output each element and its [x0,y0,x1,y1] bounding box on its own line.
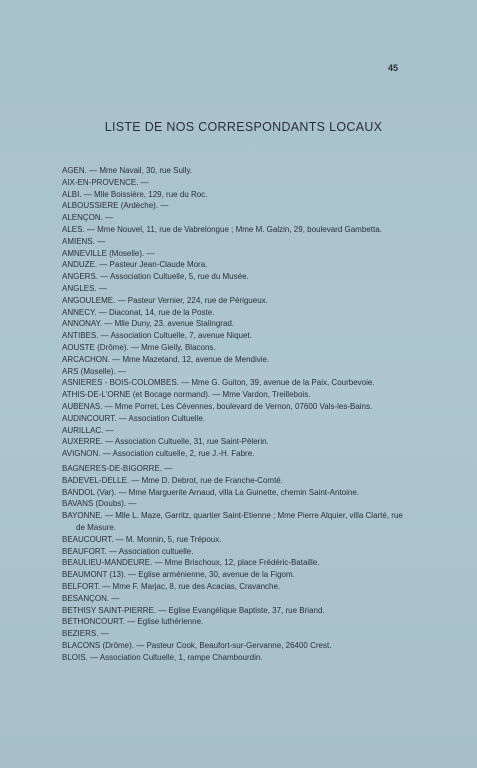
list-item: ANGOULEME. — Pasteur Vernier, 224, rue de Périgueux. [62,295,268,305]
list-item: ANDUZE. — Pasteur Jean-Claude Mora. [62,260,208,270]
list-item: ARCACHON. — Mme Mazetand, 12, avenue de Mendivie. [62,354,270,364]
list-item: BLACONS (Drôme). — Pasteur Cook, Beaufort-sur-Gervanne, 26400 Crest. [62,640,332,650]
list-item: BEAULIEU-MANDEURE. — Mme Brischoux, 12, place Frédéric-Bataille. [62,558,320,568]
list-item: BETHISY SAINT-PIERRE. — Eglise Evangélique Baptiste, 37, rue Briand. [62,605,325,615]
correspondents-list-a [62,165,407,460]
list-item: AUXERRE. — Association Cultuelle, 31, rue Saint-Pèlerin. [62,437,269,447]
list-item: AURILLAC. — [62,425,114,435]
list-item: ANNECY. — Diaconat, 14, rue de la Poste. [62,307,215,317]
list-item: ARS (Moselle). — [62,366,127,376]
list-item: AMNEVILLE (Moselle). — [62,248,155,258]
list-item: ATHIS-DE-L'ORNE (et Bocage normand). — Mme Vardon, Treillebois. [62,390,311,400]
list-item: ALBI. — Mlle Boissière, 129, rue du Roc. [62,189,208,199]
list-item: AOUSTE (Drôme). — Mme Gielly, Blacons. [62,342,216,352]
list-item: ALENÇON. — [62,213,114,223]
list-item: ANTIBES. — Association Cultuelle, 7, avenue Niquet. [62,331,252,341]
page-number: 45 [388,63,399,73]
list-item: BEAUMONT (13). — Eglise arménienne, 30, avenue de la Figom. [62,570,295,580]
list-item: ANGLES. — [62,283,107,293]
list-item: BAGNERES-DE-BIGORRE. — [62,464,173,473]
list-item: AMIENS. — [62,236,106,246]
list-item: BETHONCOURT. — Eglise luthérienne. [62,617,204,627]
list-item: AUBENAS. — Mme Porret, Les Cévennes, boulevard de Vernon, 07600 Vals-les-Bains. [62,401,373,411]
list-item: BAVANS (Doubs). — [62,499,137,509]
list-item: BLOIS. — Association Cultuelle, 1, rampe Chambourdin. [62,652,263,662]
list-item: BANDOL (Var). — Mme Marguerite Arnaud, villa La Guinette, chemin Saint-Antoine. [62,487,360,497]
list-item: BELFORT. — Mme F. Marjac, 8, rue des Acacias, Cravanche. [62,581,281,591]
list-item: BESANÇON. — [62,593,120,603]
list-item: BEZIERS. — [62,629,109,639]
list-item: BEAUCOURT. — M. Monnin, 5, rue Trépoux. [62,534,222,544]
list-item: ASNIERES - BOIS-COLOMBES. — Mme G. Guiton, 39, avenue de la Paix, Courbevoie. [62,378,375,388]
list-item: AIX-EN-PROVENCE. — [62,177,149,187]
list-item: AUDINCOURT. — Association Cultuelle. [62,413,206,423]
list-item: ALES. — Mme Nouvel, 11, rue de Vabrelongue ; Mme M. Galzin, 29, boulevard Gambetta. [62,224,382,234]
list-item: BADEVEL-DELLE. — Mme D. Debrot, rue de Franche-Comté. [62,475,283,485]
list-item: BAYONNE. — Mlle L. Maze, Garritz, quartier Saint-Etienne ; Mme Pierre Alquier, villa Clarté, rue de Masure. [62,511,403,532]
page-title: LISTE DE NOS CORRESPONDANTS LOCAUX [104,120,383,134]
list-item: AVIGNON. — Association cultuelle, 2, rue J.-H. Fabre. [62,449,255,459]
list-item: AGEN. — Mme Navail, 30, rue Sully. [62,166,193,175]
correspondents-list-b [62,463,407,664]
list-item: ANNONAY. — Mlle Duny, 23, avenue Stalingrad. [62,319,235,329]
list-item: ANGERS. — Association Cultuelle, 5, rue du Musée. [62,272,249,282]
list-item: ALBOUSSIERE (Ardèche). — [62,201,169,211]
list-item: BEAUFORT. — Association cultuelle. [62,546,194,556]
